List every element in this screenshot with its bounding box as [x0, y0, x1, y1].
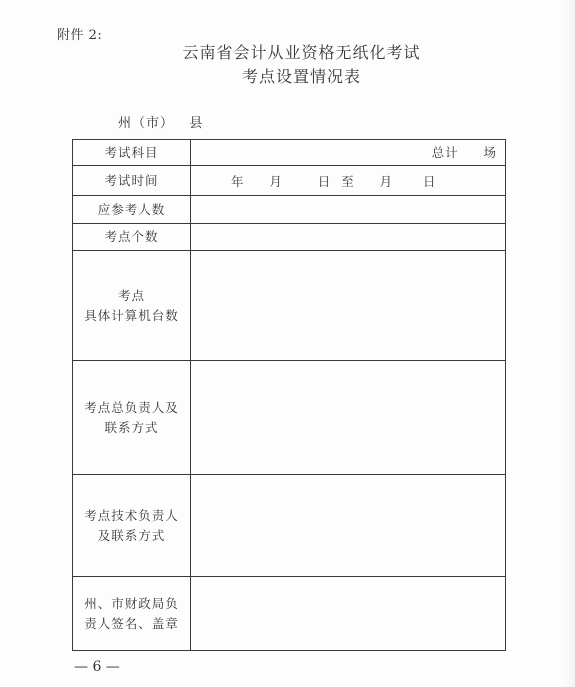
- table-row-examinees: [73, 196, 506, 224]
- table-row-sites: [73, 224, 506, 251]
- general-manager-label-line2: 联系方式: [104, 419, 159, 435]
- computers-label-line1: 考点: [117, 287, 145, 303]
- document-subtitle: 考点设置情况表: [241, 67, 361, 86]
- table-row-finance-signature: [73, 577, 506, 651]
- general-manager-label-line1: 考点总负责人及: [84, 399, 179, 415]
- page-number: — 6 —: [74, 659, 120, 675]
- prefecture-label: 州（市）: [118, 116, 175, 131]
- examinees-field[interactable]: [191, 196, 506, 224]
- finance-signature-field[interactable]: [191, 577, 506, 651]
- tech-manager-label-line2: 及联系方式: [97, 527, 166, 543]
- examinees-label: 应参考人数: [73, 196, 191, 224]
- computers-label-line2: 具体计算机台数: [84, 307, 179, 323]
- tech-manager-label-line1: 考点技术负责人: [84, 507, 179, 523]
- scan-edge-shadow: [561, 0, 575, 687]
- table-row-time: [73, 166, 506, 196]
- finance-signature-label: [73, 577, 191, 651]
- exam-time-field[interactable]: [191, 166, 506, 196]
- general-manager-label: [73, 361, 191, 475]
- subject-field[interactable]: [191, 140, 506, 166]
- tech-manager-field[interactable]: [191, 475, 506, 577]
- tech-manager-label: [73, 475, 191, 577]
- finance-signature-label-line1: 州、市财政局负: [84, 595, 179, 611]
- sites-count-field[interactable]: [191, 224, 506, 251]
- document-title: 云南省会计从业资格无纸化考试: [182, 43, 421, 62]
- table-row-tech-manager: [73, 475, 506, 577]
- finance-signature-label-line2: 责人签名、盖章: [84, 615, 179, 631]
- table-row-computers: [73, 251, 506, 361]
- sites-count-label: 考点个数: [73, 224, 191, 251]
- county-label: 县: [189, 116, 204, 131]
- exam-time-label: 考试时间: [73, 166, 191, 196]
- table-row-general-manager: [73, 361, 506, 475]
- general-manager-field[interactable]: [191, 361, 506, 475]
- region-line: [118, 112, 203, 131]
- table-row-subject: [73, 140, 506, 166]
- total-sessions-text: 总计 场: [431, 145, 497, 160]
- computers-label: [73, 251, 191, 361]
- attachment-label: 附件 2:: [57, 28, 103, 43]
- computers-field[interactable]: [191, 251, 506, 361]
- date-range-text: 年 月 日 至 月 日: [231, 174, 437, 189]
- exam-site-form-table: [72, 139, 506, 651]
- subject-label: 考试科目: [73, 140, 191, 166]
